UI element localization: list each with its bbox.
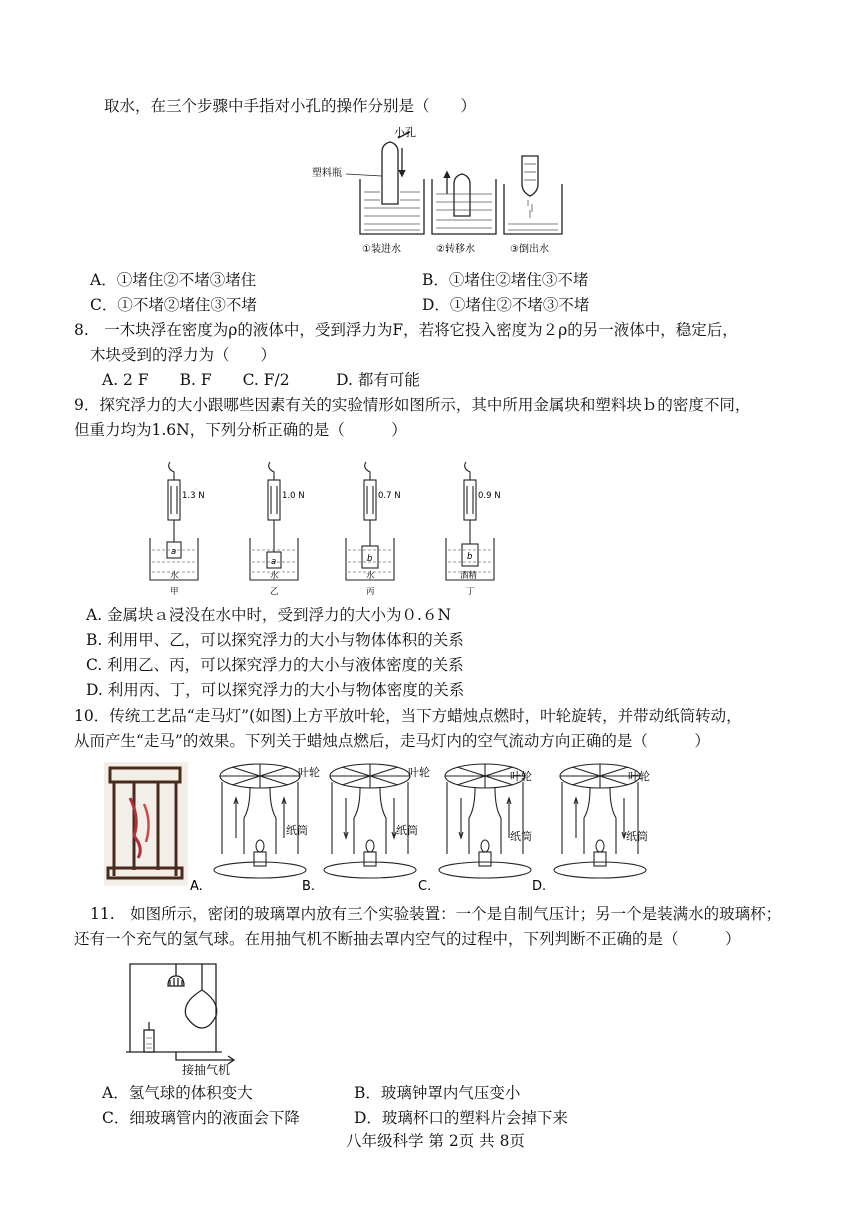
q9-liquid-yi: 水 (270, 571, 279, 581)
q9-block-bing: b (367, 554, 373, 564)
step1-label: ①装进水 (362, 244, 401, 255)
q9-reading-yi: 1.0 N (282, 491, 305, 501)
q7-figure (310, 124, 570, 260)
q10-impeller-label-2: 叶轮 (408, 766, 430, 779)
q9-block-yi: a (271, 557, 277, 567)
q9-block-jia: a (171, 547, 177, 557)
q11-option-a[interactable]: A．氢气球的体积变大 (102, 1084, 253, 1102)
q10-option-d[interactable]: D. (532, 879, 547, 892)
q10-option-a[interactable]: A. (190, 879, 203, 892)
q9-stem-line1: 9．探究浮力的大小跟哪些因素有关的实验情形如图所示，其中所用金属块和塑料块ｂ的密度不同， (74, 396, 751, 414)
q9-label-bing: 丙 (366, 587, 375, 597)
q11-stem-line2: 还有一个充气的氢气球。在用抽气机不断抽去罩内空气的过程中，下列判断不正确的是（ ） (74, 930, 741, 948)
q10-impeller-label-3: 叶轮 (510, 770, 532, 783)
step3-label: ③倒出水 (510, 244, 549, 255)
q9-label-yi: 乙 (270, 587, 279, 597)
q7-stem: 取水，在三个步骤中手指对小孔的操作分别是（ ） (104, 97, 477, 115)
q10-option-b[interactable]: B. (302, 879, 316, 892)
q11-option-b[interactable]: B．玻璃钟罩内气压变小 (354, 1084, 521, 1102)
q11-option-d[interactable]: D．玻璃杯口的塑料片会掉下来 (354, 1109, 568, 1127)
q9-stem-line2: 但重力均为1.6N，下列分析正确的是（ ） (74, 421, 407, 439)
q9-option-c[interactable]: C. 利用乙、丙，可以探究浮力的大小与液体密度的关系 (86, 656, 464, 674)
q10-figure (100, 758, 660, 892)
q9-liquid-ding: 酒精 (460, 571, 478, 581)
lantern-photo (104, 762, 188, 886)
q10-tube-label-4: 纸筒 (626, 830, 648, 843)
q8-stem-line1: 8. 一木块浮在密度为ρ的液体中，受到浮力为F，若将它投入密度为２ρ的另一液体中，稳定后， (74, 321, 738, 339)
q9-figure (140, 458, 520, 598)
q10-tube-label-2: 纸筒 (396, 824, 418, 837)
q8-stem-line2: 木块受到的浮力为（ ） (90, 346, 277, 364)
q8-options[interactable]: A. 2 F B. F C. F/2 D. 都有可能 (102, 371, 420, 389)
hole-label: 小孔 (394, 126, 416, 139)
q9-label-ding: 丁 (466, 587, 475, 597)
q9-liquid-jia: 水 (170, 571, 179, 581)
q9-option-a[interactable]: A. 金属块ａ浸没在水中时，受到浮力的大小为０.６N (86, 606, 452, 624)
step2-label: ②转移水 (436, 244, 475, 255)
q7-option-c[interactable]: C．①不堵②堵住③不堵 (90, 296, 257, 314)
q9-option-b[interactable]: B. 利用甲、乙，可以探究浮力的大小与物体体积的关系 (86, 631, 464, 649)
q11-stem-line1: 11. 如图所示，密闭的玻璃罩内放有三个实验装置：一个是自制气压计；另一个是装满水的玻璃杯； (90, 905, 782, 923)
bottle-label: 塑料瓶 (312, 168, 342, 179)
q10-tube-label-3: 纸筒 (510, 830, 532, 843)
q11-option-c[interactable]: C．细玻璃管内的液面会下降 (102, 1109, 300, 1127)
q7-option-a[interactable]: A．①堵住②不堵③堵住 (90, 271, 257, 289)
q7-option-b[interactable]: B．①堵住②堵住③不堵 (422, 271, 589, 289)
q9-reading-ding: 0.9 N (478, 491, 501, 501)
q10-stem-line2: 从而产生“走马”的效果。下列关于蜡烛点燃后，走马灯内的空气流动方向正确的是（ ） (74, 732, 710, 750)
q9-reading-jia: 1.3 N (182, 491, 205, 501)
q9-label-jia: 甲 (170, 587, 179, 597)
q10-impeller-label-1: 叶轮 (298, 766, 320, 779)
q11-pump-label: 接抽气机 (182, 1063, 231, 1076)
q10-stem-line1: 10．传统工艺品“走马灯”(如图)上方平放叶轮，当下方蜡烛点燃时，叶轮旋转，并带动纸筒转动， (74, 707, 742, 725)
q9-option-d[interactable]: D. 利用丙、丁，可以探究浮力的大小与物体密度的关系 (86, 681, 465, 699)
q11-figure (124, 960, 254, 1076)
page-footer: 八年级科学 第 2页 共 8页 (346, 1132, 525, 1150)
q9-reading-bing: 0.7 N (378, 491, 401, 501)
q9-liquid-bing: 水 (366, 571, 375, 581)
q10-option-c[interactable]: C. (418, 879, 432, 892)
q9-block-ding: b (467, 552, 473, 562)
q7-option-d[interactable]: D．①堵住②不堵③不堵 (422, 296, 590, 314)
q10-tube-label-1: 纸筒 (286, 824, 308, 837)
q10-impeller-label-4: 叶轮 (628, 770, 650, 783)
